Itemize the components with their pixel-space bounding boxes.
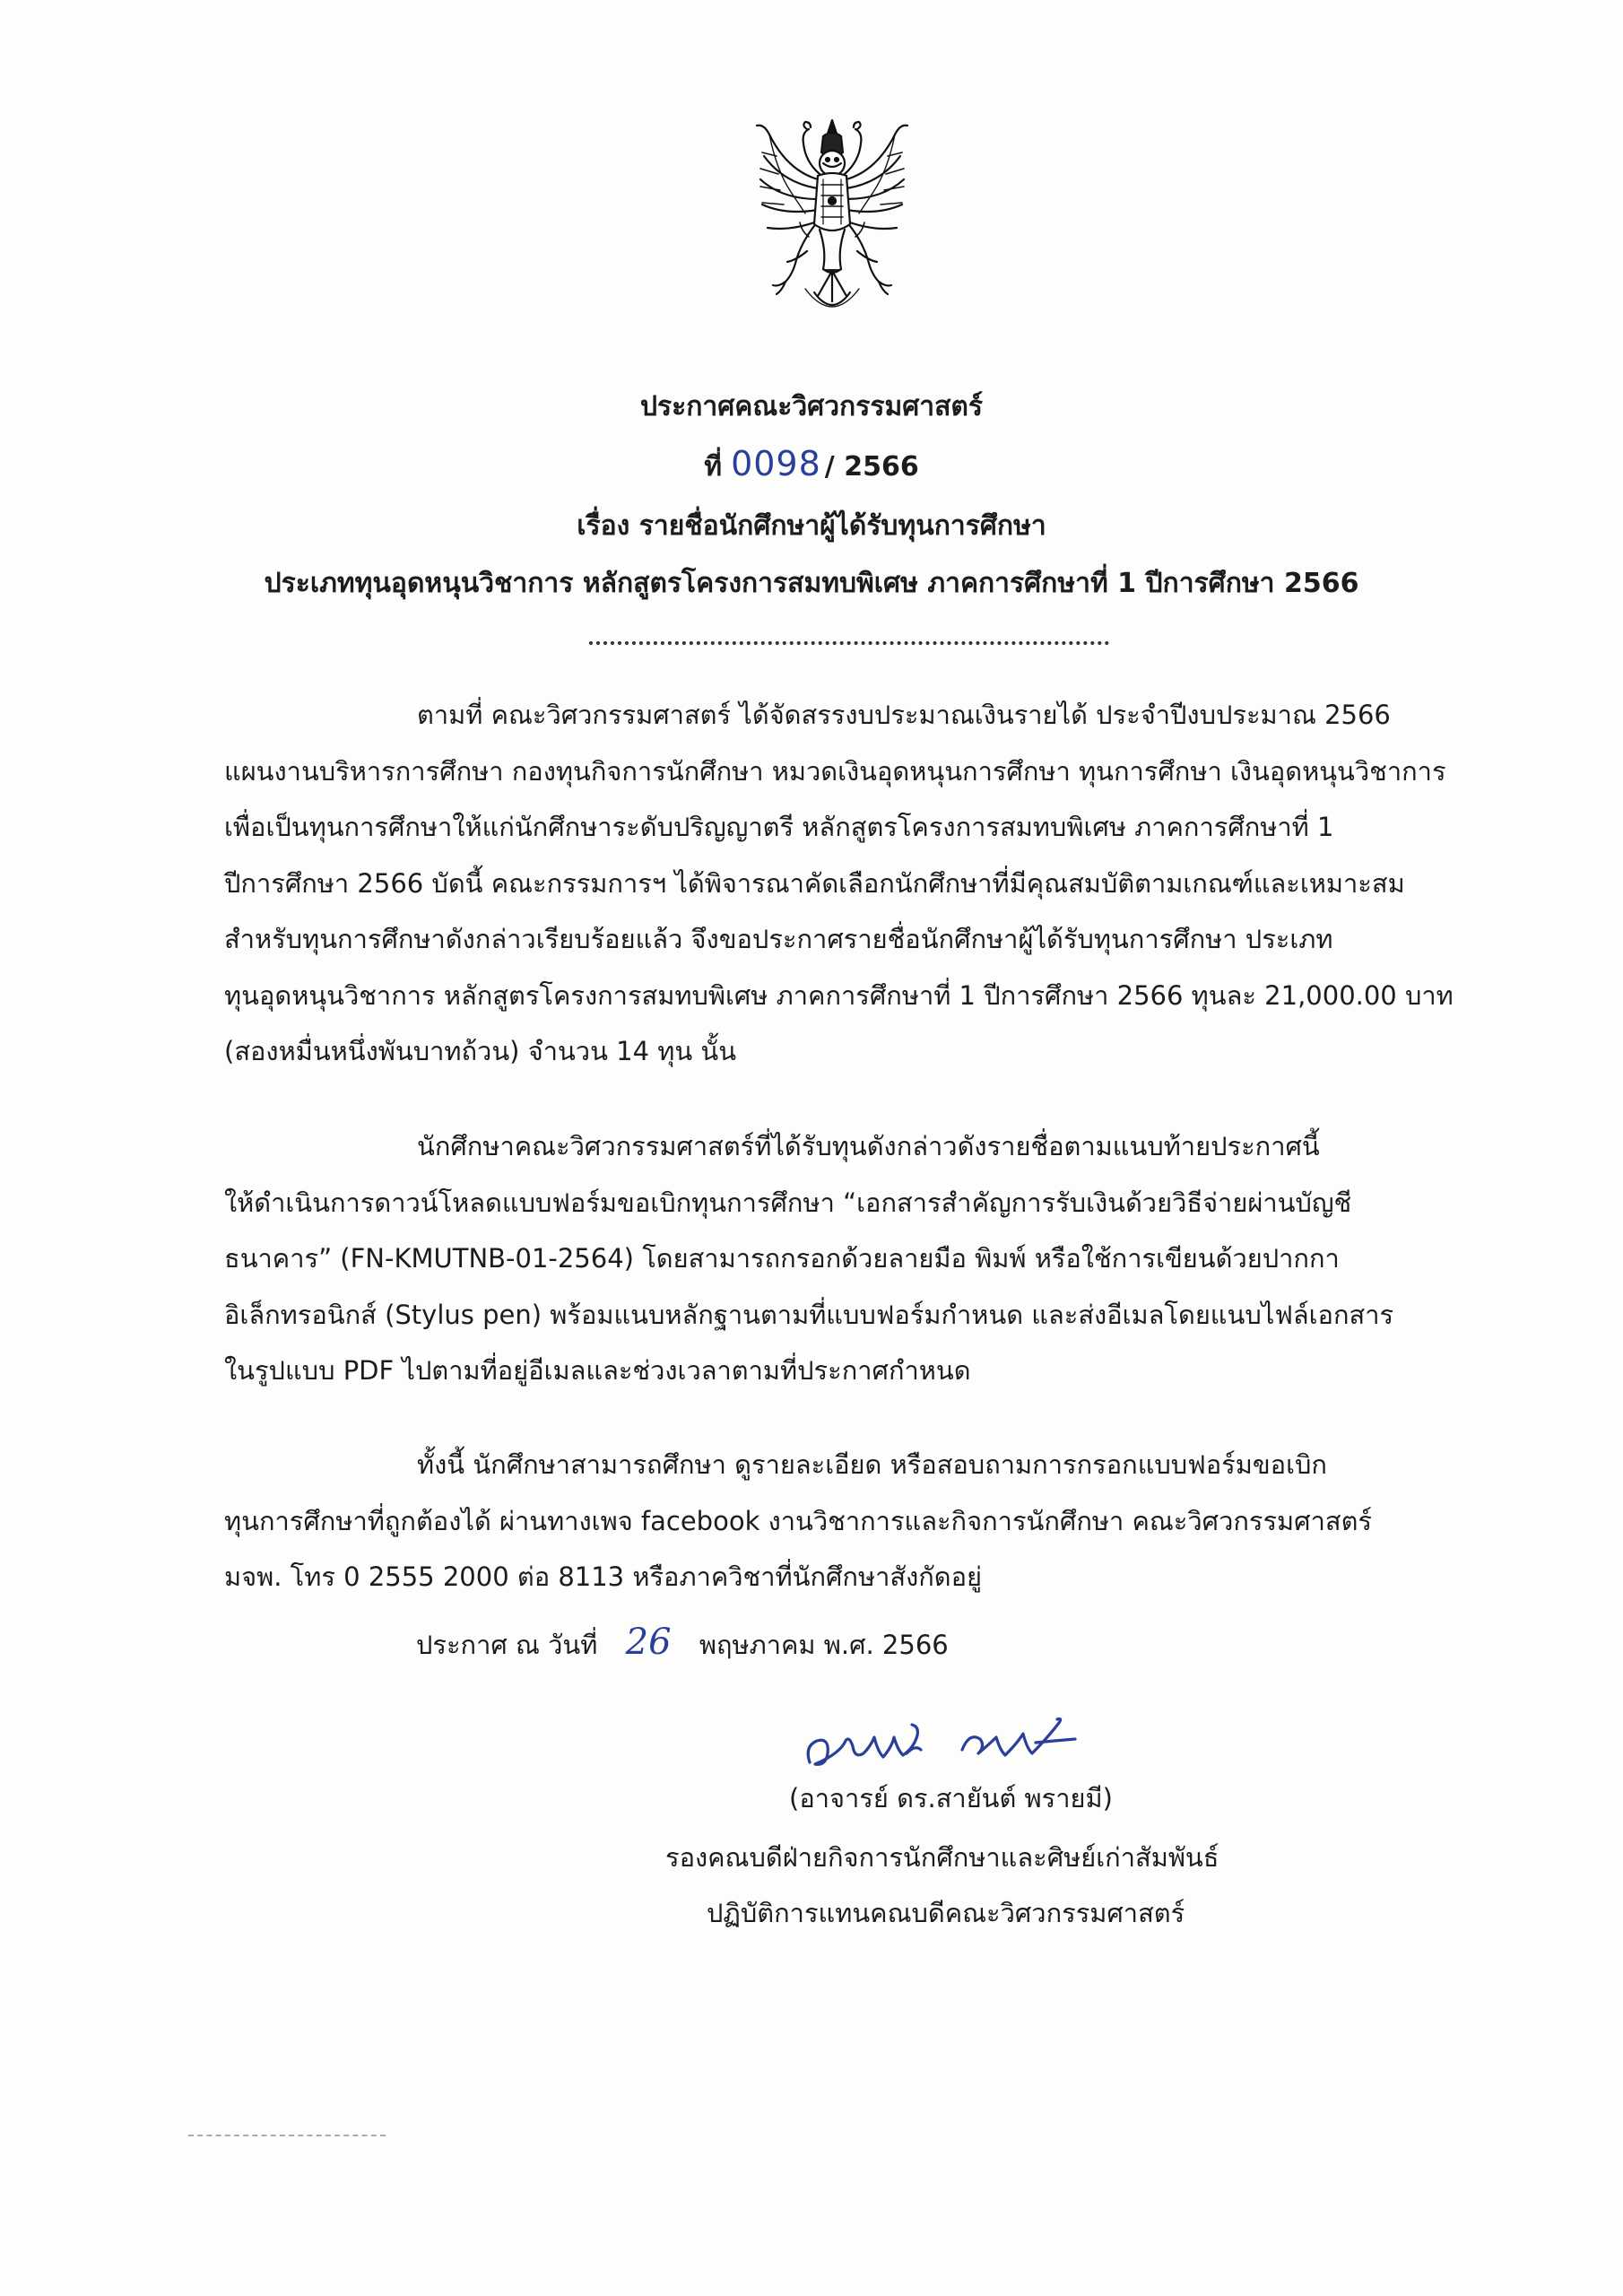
paragraph-1-line: ทุนอุดหนุนวิชาการ หลักสูตรโครงการสมทบพิเศษ ภาคการศึกษาที่ 1 ปีการศึกษา 2566 ทุนละ 21,000.00 บาท [224, 979, 1454, 1011]
paragraph-1-line: ปีการศึกษา 2566 บัดนี้ คณะกรรมการฯ ได้พิจารณาคัดเลือกนักศึกษาที่มีคุณสมบัติตามเกณฑ์และเหมาะสม [224, 867, 1405, 899]
paragraph-2-line: อิเล็กทรอนิกส์ (Stylus pen) พร้อมแนบหลักฐานตามที่แบบฟอร์มกำหนด และส่งอีเมลโดยแนบไฟล์เอกสาร [224, 1299, 1394, 1330]
scan-artifact-line [188, 2135, 386, 2136]
paragraph-1-line: แผนงานบริหารการศึกษา กองทุนกิจการนักศึกษา หมวดเงินอุดหนุนการศึกษา ทุนการศึกษา เงินอุดหนุนวิชาการ [224, 755, 1446, 787]
number-suffix: / 2566 [824, 451, 919, 483]
paragraph-3-line: มจพ. โทร 0 2555 2000 ต่อ 8113 หรือภาควิชาที่นักศึกษาสังกัดอยู่ [224, 1561, 983, 1592]
paragraph-1-line: (สองหมื่นหนึ่งพันบาทถ้วน) จำนวน 14 ทุน นั้น [224, 1036, 737, 1066]
dotted-divider [589, 641, 1109, 645]
signatory-position-1: รองคณบดีฝ่ายกิจการนักศึกษาและศิษย์เก่าสัมพันธ์ [665, 1842, 1219, 1873]
announcement-title: ประกาศคณะวิศวกรรมศาสตร์ [639, 391, 984, 422]
paragraph-2-line: ให้ดำเนินการดาวน์โหลดแบบฟอร์มขอเบิกทุนการศึกษา “เอกสารสำคัญการรับเงินด้วยวิธีจ่ายผ่านบัญชี [224, 1187, 1352, 1218]
paragraph-1-line: เพื่อเป็นทุนการศึกษาให้แก่นักศึกษาระดับปริญญาตรี หลักสูตรโครงการสมทบพิเศษ ภาคการศึกษาที่ 1 [224, 812, 1334, 842]
signatory-position-2: ปฏิบัติการแทนคณบดีคณะวิศวกรรมศาสตร์ [707, 1898, 1185, 1928]
paragraph-2-line: ธนาคาร” (FN-KMUTNB-01-2564) โดยสามารถกรอกด้วยลายมือ พิมพ์ หรือใช้การเขียนด้วยปากกา [224, 1243, 1340, 1274]
announcement-subject: เรื่อง รายชื่อนักศึกษาผู้ได้รับทุนการศึกษา [577, 510, 1046, 542]
paragraph-1-line: ตามที่ คณะวิศวกรรมศาสตร์ ได้จัดสรรงบประมาณเงินรายได้ ประจำปีงบประมาณ 2566 [417, 700, 1391, 730]
paragraph-3-line: ทั้งนี้ นักศึกษาสามารถศึกษา ดูรายละเอียด หรือสอบถามการกรอกแบบฟอร์มขอเบิก [417, 1449, 1327, 1480]
paragraph-1 [224, 687, 1454, 1080]
handwritten-number: 0098 [731, 444, 821, 483]
handwritten-signature [794, 1700, 1116, 1785]
paragraph-2-line: ในรูปแบบ PDF ไปตามที่อยู่อีเมลและช่วงเวลาตามที่ประกาศกำหนด [224, 1355, 971, 1386]
signatory-name: (อาจารย์ ดร.สายันต์ พรายมี) [789, 1783, 1113, 1813]
date-month-year: พฤษภาคม พ.ศ. 2566 [699, 1630, 949, 1660]
paragraph-1-line: สำหรับทุนการศึกษาดังกล่าวเรียบร้อยแล้ว จึงขอประกาศรายชื่อนักศึกษาผู้ได้รับทุนการศึกษา ประเภท [224, 924, 1333, 954]
handwritten-day: 26 [625, 1622, 672, 1663]
garuda-emblem-icon [751, 117, 913, 323]
announcement-number-line [0, 444, 1623, 488]
paragraph-3-line: ทุนการศึกษาที่ถูกต้องได้ ผ่านทางเพจ facebook งานวิชาการและกิจการนักศึกษา คณะวิศวกรรมศาสตร์ [224, 1505, 1372, 1536]
announcement-subject-detail: ประเภททุนอุดหนุนวิชาการ หลักสูตรโครงการสมทบพิเศษ ภาคการศึกษาที่ 1 ปีการศึกษา 2566 [264, 568, 1359, 599]
date-prefix: ประกาศ ณ วันที่ [416, 1630, 598, 1660]
paragraph-2 [224, 1118, 1393, 1399]
number-prefix: ที่ [704, 451, 723, 483]
announce-date [416, 1622, 949, 1665]
paragraph-3 [224, 1437, 1372, 1605]
paragraph-2-line: นักศึกษาคณะวิศวกรรมศาสตร์ที่ได้รับทุนดังกล่าวดังรายชื่อตามแนบท้ายประกาศนี้ [417, 1131, 1320, 1161]
